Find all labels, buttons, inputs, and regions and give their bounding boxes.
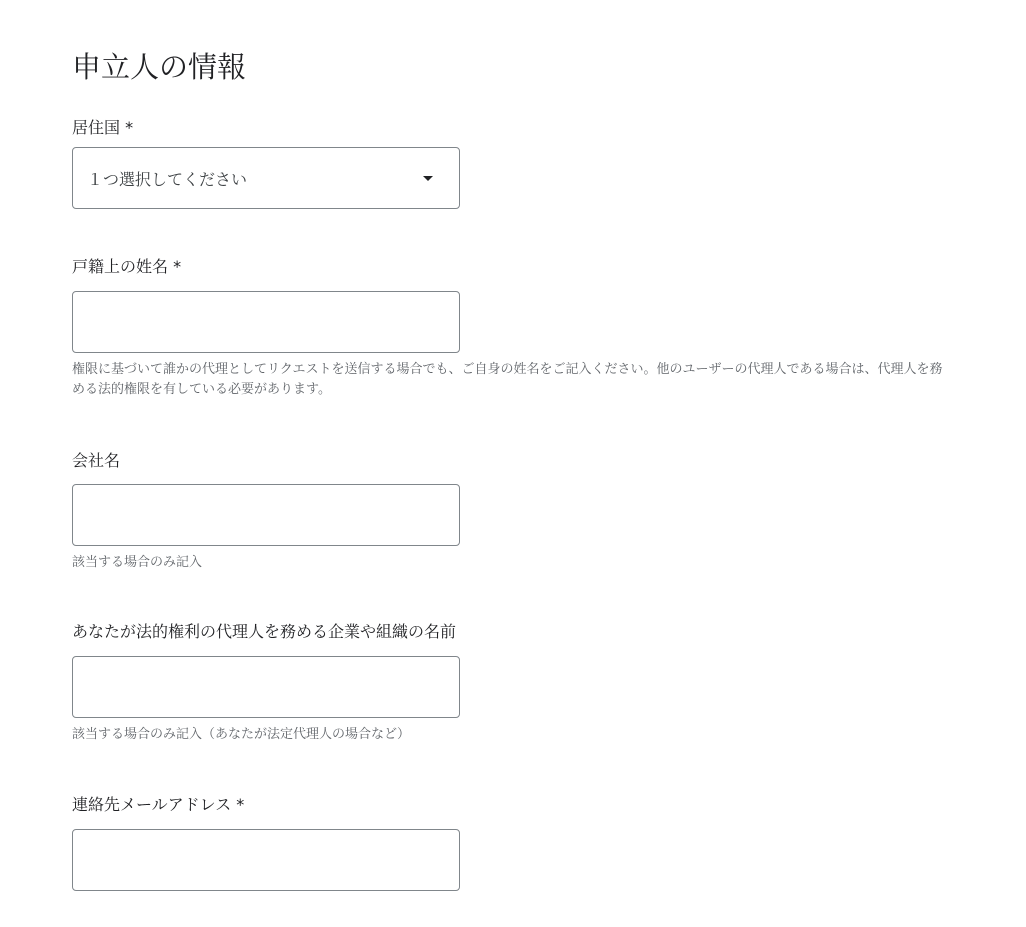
represented-org-field — [72, 622, 972, 742]
represented-org-input[interactable] — [73, 657, 459, 717]
email-input[interactable] — [73, 830, 459, 890]
email-field — [72, 795, 972, 815]
represented-org-label: あなたが法的権利の代理人を務める企業や組織の名前 — [72, 622, 457, 641]
country-field — [72, 118, 972, 189]
legal-name-input-box — [72, 291, 460, 353]
caret-down-icon — [423, 176, 433, 181]
legal-name-input[interactable] — [73, 292, 459, 352]
company-label: 会社名 — [72, 451, 121, 470]
country-select-value: １つ選択してください — [87, 170, 248, 189]
page-title: 申立人の情報 — [72, 50, 247, 85]
represented-org-input-box — [72, 656, 460, 718]
legal-name-label: 戸籍上の姓名 * — [72, 257, 182, 276]
company-field — [72, 451, 972, 570]
legal-name-field — [72, 257, 972, 397]
email-input-box — [72, 829, 460, 891]
represented-org-help-text: 該当する場合のみ記入（あなたが法定代理人の場合など） — [72, 727, 411, 742]
company-help-text: 該当する場合のみ記入 — [72, 555, 203, 570]
legal-name-help-text: 権限に基づいて誰かの代理としてリクエストを送信する場合でも、ご自身の姓名をご記入ください。他のユーザーの代理人である場合は、代理人を務める法的権限を有している必要があります。 — [72, 362, 943, 397]
country-label: 居住国 * — [72, 118, 134, 137]
country-select[interactable] — [72, 147, 460, 209]
email-label: 連絡先メールアドレス * — [72, 795, 245, 814]
company-input[interactable] — [73, 485, 459, 545]
company-input-box — [72, 484, 460, 546]
